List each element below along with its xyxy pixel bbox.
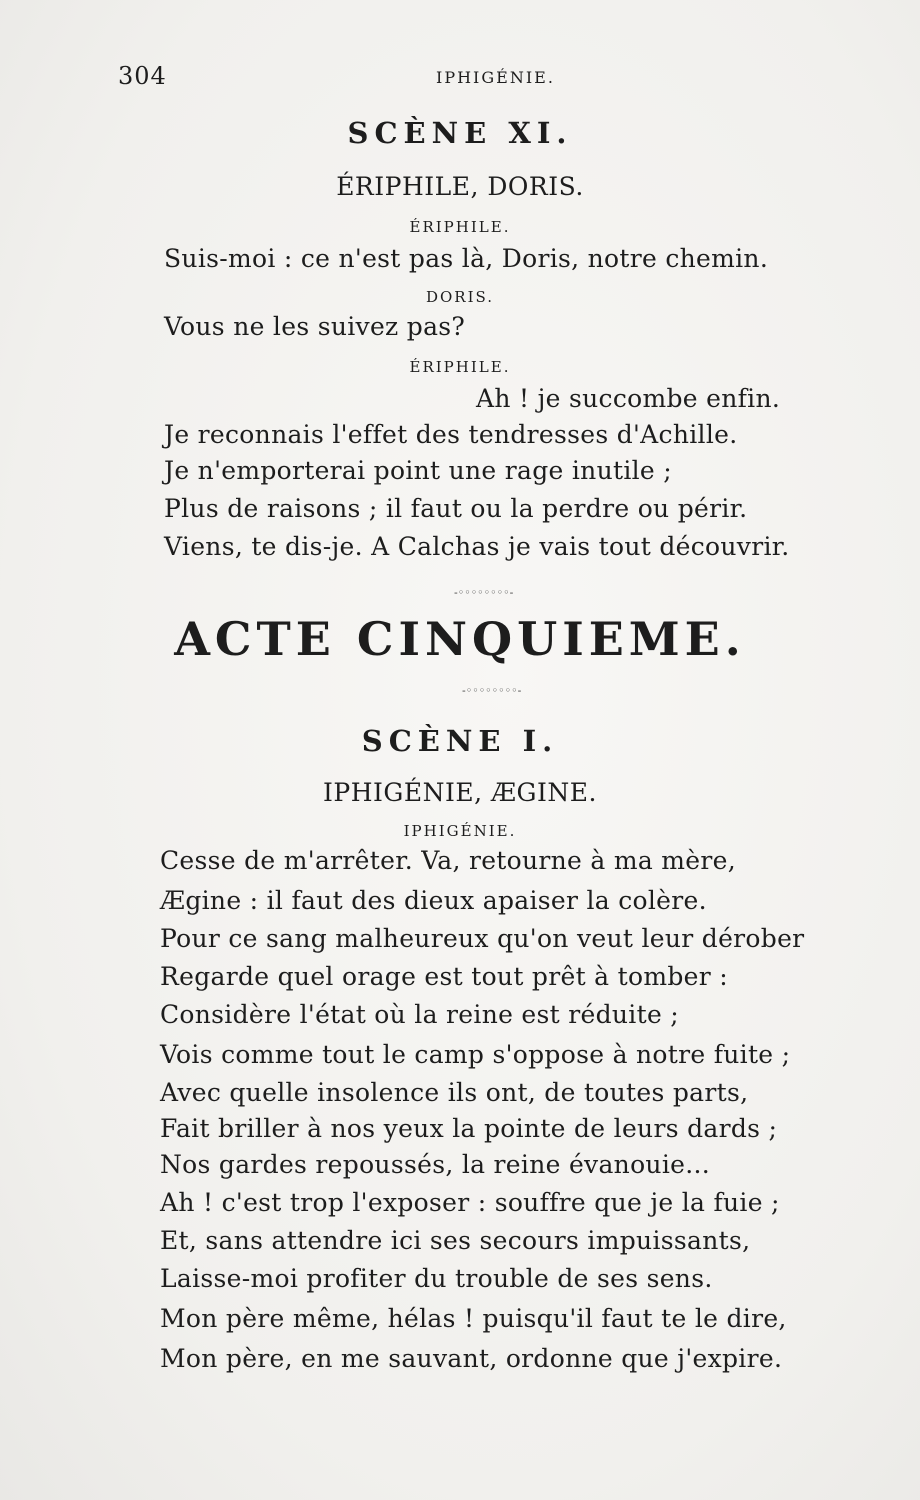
verse-line: Vous ne les suivez pas? [164, 312, 466, 341]
verse-line: Avec quelle insolence ils ont, de toutes parts, [160, 1078, 749, 1107]
speaker-label: ÉRIPHILE. [409, 358, 511, 376]
verse-line: Laisse-moi profiter du trouble de ses sens. [160, 1264, 713, 1293]
act-title: ACTE CINQUIEME. [174, 612, 746, 666]
speaker-label: ÉRIPHILE. [409, 218, 511, 236]
scene-xi-title: SCÈNE XI. [347, 116, 573, 150]
scene-i-characters: IPHIGÉNIE, ÆGINE. [323, 778, 597, 807]
verse-line: Pour ce sang malheureux qu'on veut leur dérober [160, 924, 805, 953]
verse-line: Nos gardes repoussés, la reine évanouie... [160, 1150, 710, 1179]
verse-line: Plus de raisons ; il faut ou la perdre ou périr. [164, 494, 748, 523]
verse-line: Suis-moi : ce n'est pas là, Doris, notre chemin. [164, 244, 769, 273]
ornament-rule: -◦◦◦◦◦◦◦◦- [462, 684, 522, 697]
running-title: IPHIGÉNIE. [436, 68, 555, 87]
verse-line: Mon père, en me sauvant, ordonne que j'expire. [160, 1344, 783, 1373]
verse-line: Et, sans attendre ici ses secours impuissants, [160, 1226, 751, 1255]
page-number: 304 [118, 62, 167, 90]
verse-line: Regarde quel orage est tout prêt à tomber : [160, 962, 728, 991]
verse-line: Fait briller à nos yeux la pointe de leurs dards ; [160, 1114, 778, 1143]
verse-line: Considère l'état où la reine est réduite ; [160, 1000, 680, 1029]
speaker-label: IPHIGÉNIE. [403, 822, 517, 840]
verse-line: Viens, te dis-je. A Calchas je vais tout découvrir. [164, 532, 790, 561]
verse-line: Vois comme tout le camp s'oppose à notre fuite ; [160, 1040, 791, 1069]
verse-line: Ah ! c'est trop l'exposer : souffre que je la fuie ; [160, 1188, 780, 1217]
verse-line: Ah ! je succombe enfin. [476, 384, 781, 413]
ornament-rule: -◦◦◦◦◦◦◦◦- [454, 586, 514, 599]
speaker-label: DORIS. [425, 288, 495, 306]
running-head [118, 62, 758, 96]
verse-line: Mon père même, hélas ! puisqu'il faut te le dire, [160, 1304, 787, 1333]
verse-line: Cesse de m'arrêter. Va, retourne à ma mère, [160, 846, 736, 875]
scene-xi-characters: ÉRIPHILE, DORIS. [336, 172, 584, 201]
verse-line: Ægine : il faut des dieux apaiser la colère. [160, 886, 707, 915]
verse-line: Je reconnais l'effet des tendresses d'Achille. [164, 420, 738, 449]
verse-line: Je n'emporterai point une rage inutile ; [164, 456, 672, 485]
scene-i-title: SCÈNE I. [361, 724, 559, 758]
